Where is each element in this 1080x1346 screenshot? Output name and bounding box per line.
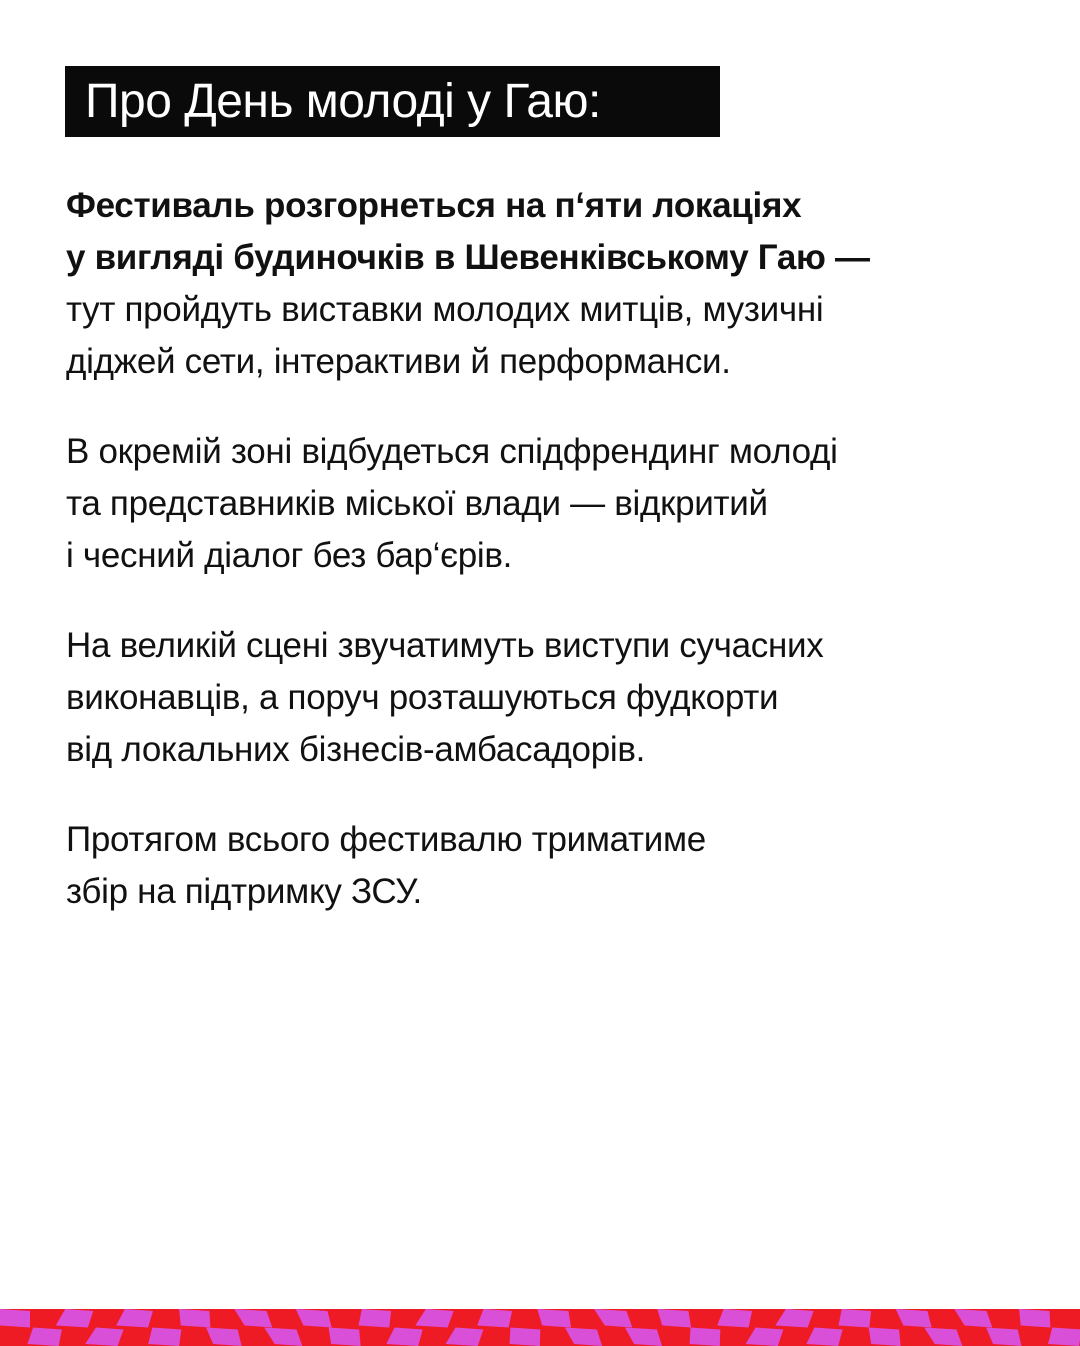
paragraph-locations <box>66 180 870 388</box>
page-title: Про День молоді у Гаю: <box>85 74 601 128</box>
paragraph-line: у вигляді будиночків в Шевенківському Гаю — <box>66 238 870 277</box>
paragraph-fundraiser <box>66 814 706 918</box>
paragraph-line: На великій сцені звучатимуть виступи сучасних <box>66 626 824 665</box>
title-banner <box>65 66 720 137</box>
pattern-tile <box>537 1309 571 1328</box>
paragraph-line: та представників міської влади — відкритий <box>66 484 768 523</box>
pattern-tile <box>359 1309 392 1328</box>
pattern-tile <box>1019 1309 1050 1328</box>
paragraph-line: В окремій зоні відбудеться спідфрендинг молоді <box>66 432 838 471</box>
pattern-tile <box>0 1309 30 1328</box>
paragraph-line: збір на підтримку ЗСУ. <box>66 872 422 911</box>
pattern-tile <box>148 1328 181 1346</box>
paragraph-line: виконавців, а поруч розташуються фудкорти <box>66 678 779 717</box>
pattern-tile <box>510 1328 541 1346</box>
pattern-tile <box>329 1328 361 1346</box>
paragraph-speedfriending <box>66 426 838 582</box>
pattern-tile <box>869 1328 901 1346</box>
paragraph-main-stage <box>66 620 823 776</box>
pattern-tile <box>657 1309 691 1328</box>
decorative-pattern-strip <box>0 1309 1080 1346</box>
pattern-tile <box>179 1309 210 1328</box>
paragraph-line: від локальних бізнесів-амбасадорів. <box>66 730 646 769</box>
paragraph-line: Фестиваль розгорнеться на п‘яти локаціях <box>66 186 802 225</box>
paragraph-line: тут пройдуть виставки молодих митців, музичні <box>66 290 824 329</box>
pattern-tile <box>1048 1328 1080 1346</box>
paragraph-line: Протягом всього фестивалю триматиме <box>66 820 706 859</box>
pattern-tile <box>690 1328 721 1346</box>
pattern-tile <box>28 1328 62 1346</box>
paragraph-line: і чесний діалог без бар‘єрів. <box>66 536 513 575</box>
pattern-tile <box>839 1309 872 1328</box>
paragraph-line: діджей сети, інтерактиви й перформанси. <box>66 342 731 381</box>
